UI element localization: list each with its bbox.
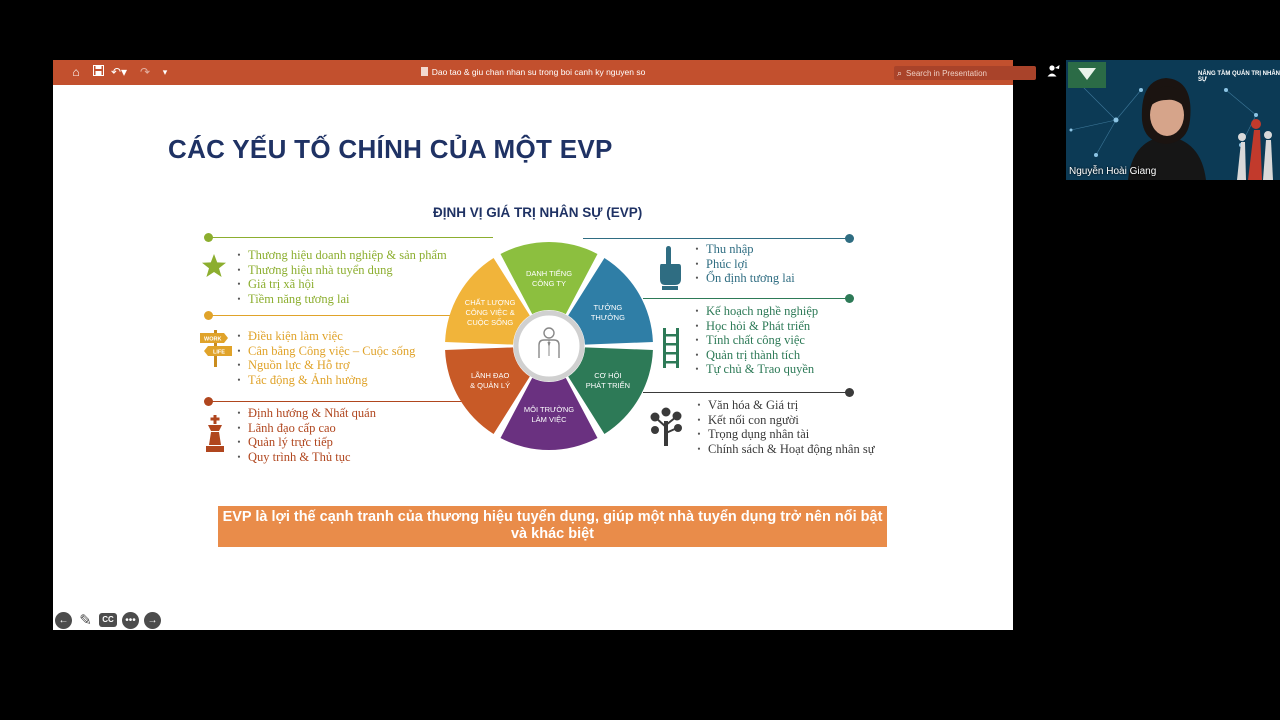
wheel-segment-label: CÔNG VIỆC & (465, 308, 515, 317)
redo-icon[interactable]: ↷ (139, 65, 151, 79)
list-item: • Nguồn lực & Hỗ trợ (230, 358, 415, 373)
wheel-segment-label: & QUẢN LÝ (470, 381, 511, 390)
list-item: • Định hướng & Nhất quán (230, 406, 376, 421)
search-icon: ⌕ (897, 67, 903, 78)
wheel-segment-label: LÃNH ĐẠO (470, 371, 510, 380)
document-icon (421, 67, 428, 76)
wheel-segment-label: DANH TIẾNG (525, 269, 573, 278)
previous-slide-icon[interactable]: ← (55, 612, 72, 629)
speaker-name: Nguyễn Hoài Giang (1069, 166, 1157, 177)
evp-wheel (435, 232, 663, 460)
list-item: • Quản lý trực tiếp (230, 435, 376, 450)
list-item: • Tính chất công việc (688, 333, 818, 348)
wheel-segment-label: TƯỞNG (593, 303, 623, 312)
list-item: • Tự chủ & Trao quyền (688, 362, 818, 377)
pen-icon[interactable]: ✎ (79, 611, 92, 629)
list-item: • Kế hoạch nghề nghiệp (688, 304, 818, 319)
hand-pointing-icon (656, 245, 684, 291)
list-item: • Thương hiệu doanh nghiệp & sản phẩm (230, 248, 447, 263)
document-title (53, 60, 1013, 85)
document-title-text: Dao tao & giu chan nhan su trong boi canh ky nguyen so (431, 67, 646, 77)
ladder-icon (661, 328, 681, 368)
evp-summary-banner: EVP là lợi thế cạnh tranh của thương hiệu tuyển dụng, giúp một nhà tuyển dụng trở nên nổi bật và khác biệt (218, 506, 887, 547)
wheel-segment-label: PHÁT TRIỂN (585, 381, 631, 390)
slideshow-controls (53, 610, 161, 630)
customize-toolbar-icon[interactable]: ▾ (162, 67, 168, 77)
connector-dot (204, 233, 213, 242)
slide (53, 85, 1013, 630)
list-item: • Thương hiệu nhà tuyển dụng (230, 263, 447, 278)
list-item: • Kết nối con người (690, 413, 874, 428)
participant-video[interactable] (1066, 60, 1280, 180)
wheel-segment-label: MÔI TRƯỜNG (523, 405, 575, 414)
connector-dot (204, 311, 213, 320)
rewards-list (688, 242, 795, 286)
connector-dot (845, 388, 854, 397)
connector-dot (845, 294, 854, 303)
presentation-toolbar (53, 60, 1013, 85)
connector-dot (204, 397, 213, 406)
connector-line (208, 401, 468, 402)
connector-dot (845, 234, 854, 243)
search-input[interactable] (906, 69, 1026, 78)
wheel-segment-label: LÀM VIỆC (531, 415, 567, 424)
share-icon[interactable] (1045, 64, 1061, 80)
captions-button[interactable]: CC (99, 613, 117, 627)
connector-line (208, 315, 453, 316)
sign-work-label: WORK (204, 336, 222, 343)
home-icon[interactable]: ⌂ (72, 65, 80, 79)
connector-line (643, 392, 849, 393)
company-reputation-list (230, 248, 447, 306)
chess-king-icon (204, 414, 226, 454)
list-item: • Lãnh đạo cấp cao (230, 421, 376, 436)
wheel-segment-label: THƯỞNG (590, 313, 625, 322)
list-item: • Chính sách & Hoạt động nhân sự (690, 442, 874, 457)
evp-heading: ĐỊNH VỊ GIÁ TRỊ NHÂN SỰ (EVP) (433, 205, 643, 220)
next-slide-icon[interactable]: → (144, 612, 161, 629)
undo-icon[interactable]: ↶▾ (111, 65, 128, 79)
list-item: • Tiềm năng tương lai (230, 292, 447, 307)
list-item: • Ổn định tương lai (688, 271, 795, 286)
tree-people-icon (649, 407, 683, 447)
connector-line (643, 298, 849, 299)
list-item: • Văn hóa & Giá trị (690, 398, 874, 413)
list-item: • Quản trị thành tích (688, 348, 818, 363)
work-environment-list (690, 398, 874, 456)
list-item: • Thu nhập (688, 242, 795, 257)
list-item: • Phúc lợi (688, 257, 795, 272)
wheel-segment-label: CUỘC SỐNG (466, 318, 514, 327)
list-item: • Điều kiện làm việc (230, 329, 415, 344)
list-item: • Quy trình & Thủ tục (230, 450, 376, 465)
list-item: • Học hỏi & Phát triển (688, 319, 818, 334)
list-item: • Cân bằng Công việc – Cuộc sống (230, 344, 415, 359)
sign-life-label: LIFE (213, 349, 225, 356)
growth-opportunities-list (688, 304, 818, 377)
leadership-management-list (230, 406, 376, 464)
work-life-quality-list (230, 329, 415, 387)
wheel-segment-label: CÔNG TY (531, 279, 567, 288)
slide-title: CÁC YẾU TỐ CHÍNH CỦA MỘT EVP (168, 134, 613, 164)
wheel-segment-label: CƠ HỘI (594, 371, 622, 380)
list-item: • Trọng dụng nhân tài (690, 427, 874, 442)
more-options-icon[interactable]: ••• (122, 612, 139, 629)
save-icon[interactable] (90, 64, 106, 80)
list-item: • Tác động & Ảnh hưởng (230, 373, 415, 388)
search-box[interactable] (894, 66, 1036, 80)
wheel-segment-label: CHẤT LƯỢNG (464, 298, 516, 307)
video-background-title: NÂNG TẦM QUẢN TRỊ NHÂN SỰ (1198, 71, 1280, 83)
star-icon (201, 253, 227, 279)
list-item: • Giá trị xã hội (230, 277, 447, 292)
